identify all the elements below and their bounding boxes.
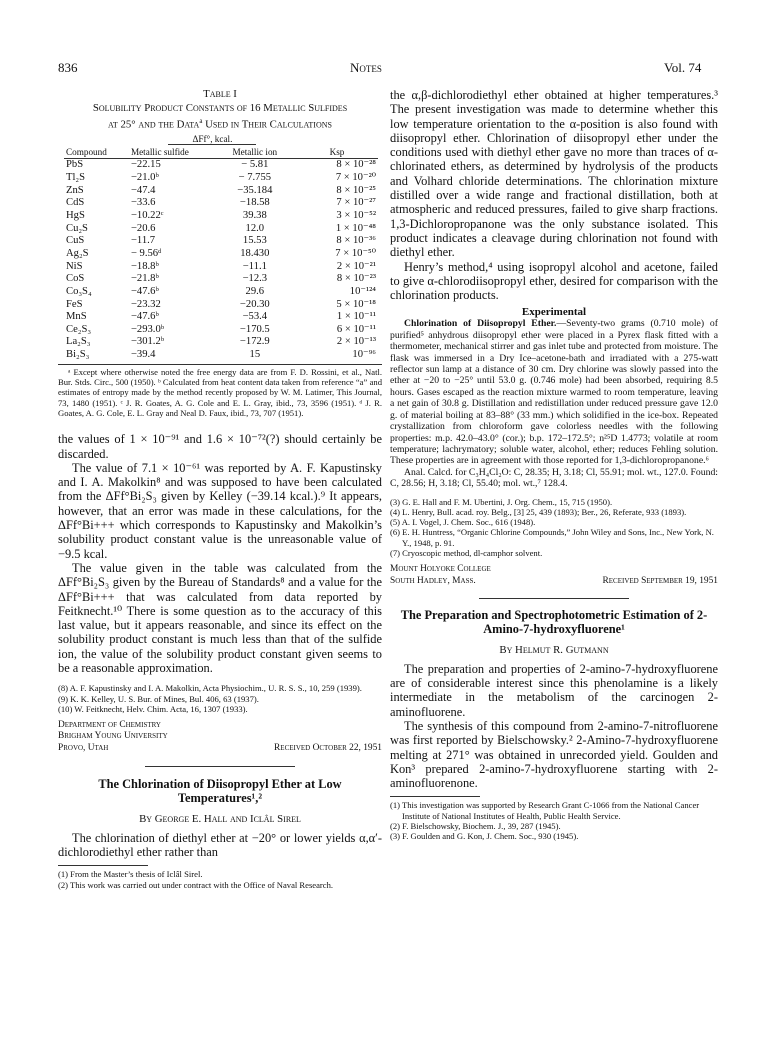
left-paragraph-1: the values of 1 × 10⁻⁹¹ and 1.6 × 10⁻⁷²(?) should certainly be discarded. bbox=[58, 432, 382, 461]
ref-10: (10) W. Feitknecht, Helv. Chim. Acta, 16, 1307 (1933). bbox=[58, 703, 248, 714]
cell-compound: Tl₂S bbox=[66, 171, 85, 183]
table-row bbox=[64, 248, 378, 261]
table-row bbox=[64, 210, 378, 223]
experimental-run-in: Chlorination of Diisopropyl Ether. bbox=[404, 318, 557, 330]
col-sulfide: Metallic sulfide bbox=[130, 146, 189, 157]
cell-compound: CoS bbox=[66, 273, 85, 285]
right-column bbox=[390, 88, 718, 842]
cell-ksp: 10⁻⁹⁶ bbox=[352, 349, 376, 361]
ref-7: (7) Cryoscopic method, dl-camphor solvent. bbox=[390, 548, 543, 559]
cell-ksp: 6 × 10⁻¹¹ bbox=[336, 323, 376, 335]
col-compound: Compound bbox=[66, 146, 107, 157]
table-label: Table I bbox=[203, 88, 237, 100]
cell-ksp: 8 × 10⁻²⁸ bbox=[336, 159, 376, 171]
cell-ion: 12.0 bbox=[245, 222, 265, 234]
cell-compound: ZnS bbox=[66, 184, 84, 196]
cell-compound: MnS bbox=[66, 311, 87, 323]
aff-r-line-2-row bbox=[390, 576, 718, 587]
table-footnotes: ᵃ Except where otherwise noted the free energy data are from F. D. Rossini, et al., Natl. Bur. Stds. Circ., 500 (1950). ᵇ Calculated from heat content data taken from reference “a” and estimates of entropy made by the method recently proposed by W. M. Latimer, This Journal, 73, 1480 (1951). ᶜ J. R. Goates, A. G. Cole and E. L. Gray, ibid., 73, 3596 (1951). ᵈ J. R. Goates, A. G. Cole, E. L. Gray and Neal D. Faux, ibid., 73, 707 (1951). bbox=[58, 366, 382, 418]
left-paragraph-2: The value of 7.1 × 10⁻⁶¹ was reported by A. F. Kapustinsky and I. A. Makolkin⁸ and was supposed to have been calculated from the ΔFf°Bi₂S₃ given by Kelley (−39.14 kcal.).⁹ It appears, however, that an error was made in these calculations, for the ΔFf°Bi+++ which corresponds to Kapustinsky and Makolkin’s solubility product constant value is the unreasonable value of −9.5 kcal. bbox=[58, 460, 382, 561]
footnote-rule bbox=[58, 865, 148, 866]
table-row bbox=[64, 311, 378, 324]
cell-ion: − 5.81 bbox=[241, 159, 269, 171]
table-body bbox=[64, 159, 378, 362]
received-date: Received October 22, 1951 bbox=[274, 742, 382, 753]
cell-ksp: 8 × 10⁻²⁵ bbox=[336, 184, 376, 196]
cell-sulfide: −11.7 bbox=[130, 235, 156, 247]
cell-ion: −53.4 bbox=[242, 311, 268, 323]
cell-sulfide: −293.0ᵇ bbox=[130, 323, 165, 335]
cell-ion: −170.5 bbox=[239, 323, 270, 335]
table-row bbox=[64, 349, 378, 362]
cell-ion: −35.184 bbox=[237, 184, 273, 196]
cell-ksp: 2 × 10⁻¹³ bbox=[336, 336, 376, 348]
left-column bbox=[58, 88, 382, 890]
cell-sulfide: −33.6 bbox=[130, 197, 156, 209]
ref-6: (6) E. H. Huntress, “Organic Chlorine Compounds,” John Wiley and Sons, Inc., New York, N. Y., 1948, p. 91. bbox=[390, 527, 714, 548]
cell-ion: −172.9 bbox=[239, 336, 270, 348]
cell-ion: − 7.755 bbox=[238, 171, 272, 183]
article2-title: The Chlorination of Diisopropyl Ether at Low Temperatures¹,² bbox=[98, 776, 342, 806]
ref-9: (9) K. K. Kelley, U. S. Bur. of Mines, Bul. 406, 63 (1937). bbox=[58, 693, 259, 704]
running-head: Notes bbox=[350, 60, 382, 75]
cell-compound: La₂S₃ bbox=[66, 336, 91, 348]
cell-sulfide: −21.0ᵇ bbox=[130, 171, 159, 183]
cell-sulfide: −39.4 bbox=[130, 349, 156, 361]
cell-ion: −12.3 bbox=[242, 273, 268, 285]
cell-sulfide: −23.32 bbox=[130, 298, 161, 310]
article3-footnote-3: (3) F. Goulden and G. Kon, J. Chem. Soc., 930 (1945). bbox=[390, 831, 579, 842]
cell-sulfide: −47.6ᵇ bbox=[130, 285, 159, 297]
experimental-body: —Seventy-two grams (0.710 mole) of purified⁵ anhydrous diisopropyl ether were placed in a Pyrex flask fitted with a thermometer, mechanical stirrer and gas inlet tube and protected from moisture. The flask was immersed in a Dry Ice–acetone-bath and irradiated with a 275-watt reflector sun lamp at a distance of 30 cm. Dry chlorine was slowly passed into the ether at −20 to −25° until 53.0 g. (0.746 mole) had been absorbed, requiring 8.5 hours. Gases escaped as the reaction mixture warmed to room temperature, leaving a net gain of 30.8 g. Distillation and redistillation under reduced pressure gave 12.0 g. of material boiling at 83–88° (33 mm.) which solidified in the ice-box. Repeated crystallization from chloroform gave colorless needles with the following properties: m.p. 42.0–43.0° (cor.); b.p. 172–172.5°; n²⁵D 1.4773; volatile at room temperature; lachrymatory; soluble water, alcohol, ether; reduces Fehling solution. These properties are in agreement with those reported for 1,3-dichloropropanone.⁶ bbox=[390, 318, 718, 467]
article3-paragraph-2: The synthesis of this compound from 2-amino-7-nitrofluorene was first reported by Bielschowsky.² 2-Amino-7-hydroxyfluorene melting at 271° was obtained in unrecorded yield. Goulden and Kon³ prepared 2-amino-7-hydroxyfluorene starting with 2-aminofluorenone. bbox=[390, 718, 718, 791]
cell-compound: NiS bbox=[66, 260, 83, 272]
article3-paragraph-1: The preparation and properties of 2-amino-7-hydroxyfluorene are of considerable interest since this phenolamine is a likely intermediate in the metabolism of the carcinogen 2-aminofluorene. bbox=[390, 661, 718, 719]
group-header bbox=[129, 133, 296, 146]
cell-sulfide: −18.8ᵇ bbox=[130, 260, 159, 272]
table-row bbox=[64, 273, 378, 286]
left-affiliation bbox=[58, 720, 382, 754]
table-header-row bbox=[64, 146, 378, 159]
cell-ion: 15 bbox=[249, 349, 261, 361]
experimental-heading: Experimental bbox=[521, 306, 587, 319]
cell-ksp: 10⁻¹²⁴ bbox=[349, 285, 376, 297]
table-row bbox=[64, 324, 378, 337]
article2-footnote-1: (1) From the Master’s thesis of Iclâl Sirel. bbox=[58, 869, 203, 880]
cell-ksp: 8 × 10⁻³⁶ bbox=[336, 235, 376, 247]
article3-footnote-2: (2) F. Bielschowsky, Biochem. J., 39, 287 (1945). bbox=[390, 821, 561, 831]
cell-ion: −20.30 bbox=[239, 298, 270, 310]
left-references bbox=[58, 683, 382, 714]
cell-ksp: 2 × 10⁻²¹ bbox=[336, 260, 376, 272]
cell-compound: FeS bbox=[66, 298, 83, 310]
experimental-text bbox=[390, 318, 718, 466]
cell-ksp: 3 × 10⁻⁵² bbox=[336, 209, 376, 221]
cell-sulfide: −47.6ᵇ bbox=[130, 311, 159, 323]
cell-compound: Ce₂S₃ bbox=[66, 323, 92, 335]
cell-sulfide: −10.22ᶜ bbox=[130, 209, 164, 221]
cell-ion: 18.430 bbox=[240, 247, 270, 259]
article3-title: The Preparation and Spectrophotometric Estimation of 2-Amino-7-hydroxyfluorene¹ bbox=[400, 607, 708, 637]
cell-compound: Cu₂S bbox=[66, 222, 88, 234]
cell-ksp: 8 × 10⁻²³ bbox=[336, 273, 376, 285]
cell-sulfide: −20.6 bbox=[130, 222, 156, 234]
right-affiliation bbox=[390, 564, 718, 586]
cell-compound: Ag₂S bbox=[66, 247, 89, 259]
cell-compound: CdS bbox=[66, 197, 85, 209]
article-divider-right bbox=[479, 598, 629, 599]
table-row bbox=[64, 223, 378, 236]
aff-r-line-1: Mount Holyoke College bbox=[390, 564, 491, 575]
table-bottom-rule bbox=[58, 364, 382, 365]
article3-byline: By Helmut R. Gutmann bbox=[499, 643, 609, 656]
group-header-text: ΔFf°, kcal. bbox=[168, 134, 256, 145]
cell-sulfide: −47.4 bbox=[130, 184, 156, 196]
cell-compound: Bi₂S₃ bbox=[66, 349, 90, 361]
article3-footnote-1: (1) This investigation was supported by Research Grant C-1066 from the National Cancer Institute of National Institutes of Health, Public Health Service. bbox=[390, 800, 700, 821]
cell-sulfide: −21.8ᵇ bbox=[130, 273, 159, 285]
col-ksp: Ksp bbox=[329, 146, 345, 157]
article2-body: The chlorination of diethyl ether at −20° or lower yields α,α′-dichlorodiethyl ether rather than bbox=[58, 830, 382, 860]
table-row bbox=[64, 261, 378, 274]
analysis-text: Anal. Calcd. for C₃H₄Cl₂O: C, 28.35; H, 3.18; Cl, 55.91; mol. wt., 127.0. Found: C, 28.56; H, 3.18; Cl, 55.40; mol. wt.,⁷ 128.4. bbox=[390, 466, 718, 490]
article-divider bbox=[145, 766, 295, 767]
caption-part: at 25° and the Data bbox=[108, 118, 200, 131]
received-date-right: Received September 19, 1951 bbox=[602, 575, 718, 586]
table-row bbox=[64, 235, 378, 248]
cell-compound: CuS bbox=[66, 235, 85, 247]
ref-8: (8) A. F. Kapustinsky and I. A. Makolkin, Acta Physiochim., U. R. S. S., 10, 259 (1939). bbox=[58, 683, 362, 694]
cell-ksp: 5 × 10⁻¹⁸ bbox=[336, 298, 376, 310]
cell-ion: 15.53 bbox=[242, 235, 267, 247]
table-row bbox=[64, 185, 378, 198]
cell-ksp: 7 × 10⁻²⁰ bbox=[335, 171, 376, 183]
left-paragraph-3: The value given in the table was calculated from the ΔFf°Bi₂S₃ given by the Bureau of Standards⁸ and a value for the ΔFf°Bi+++ that was calculated from data reported by Feitknecht.¹⁰ There is some question as to the accuracy of this last value, but it appears reasonable, and since its effect on the solubility product constant is much less than that of the sulfide ion, the value of the solubility product constant given seems to be a reasonable approximation. bbox=[58, 560, 382, 676]
cell-ion: −11.1 bbox=[242, 260, 267, 272]
cell-ksp: 7 × 10⁻²⁷ bbox=[336, 197, 376, 209]
volume-label: Vol. 74 bbox=[664, 60, 702, 75]
table-row bbox=[64, 197, 378, 210]
table-row bbox=[64, 336, 378, 349]
table-row bbox=[64, 286, 378, 299]
cell-ksp: 7 × 10⁻⁵⁰ bbox=[335, 247, 376, 259]
solubility-table bbox=[64, 133, 378, 362]
cell-compound: HgS bbox=[66, 209, 85, 221]
ref-3: (3) G. E. Hall and F. M. Ubertini, J. Org. Chem., 15, 715 (1950). bbox=[390, 496, 613, 507]
table-row bbox=[64, 172, 378, 185]
table-caption-line2 bbox=[58, 115, 382, 131]
col-ion: Metallic ion bbox=[232, 146, 278, 157]
aff-line-3: Provo, Utah bbox=[58, 742, 109, 753]
cell-ksp: 1 × 10⁻¹¹ bbox=[336, 311, 376, 323]
right-paragraph-1: the α,β-dichlorodiethyl ether obtained at higher temperatures.³ The present investigation was made to determine whether this low temperature orientation to the α-position is also found with diisopropyl ether. Chlorination of diisopropyl ether under the conditions used with diethyl ether gave no more than traces of α-chlorinated ethers, as determined by hydrolysis of the products and Volhard chloride determinations. The chlorination mixture distilled over a wide range and fractional distillation, both at atmospheric and reduced pressures, failed to give sharp fractions. 1,3-Dichloropropanone was the only substance isolated. This product indicates a cleavage during chlorination not found with diethyl ether. bbox=[390, 88, 718, 260]
right-paragraph-2: Henry’s method,⁴ using isopropyl alcohol and acetone, failed to give α-chlorodiisopropyl ether, desired for comparison with the chlorination products. bbox=[390, 259, 718, 303]
page-number: 836 bbox=[58, 60, 78, 75]
ref-4: (4) L. Henry, Bull. acad. roy. Belg., [3] 25, 439 (1893); Ber., 26, Referate, 933 (1893). bbox=[390, 506, 687, 517]
aff-line-2: Brigham Young University bbox=[58, 731, 168, 742]
cell-sulfide: − 9.56ᵈ bbox=[130, 247, 162, 259]
cell-compound: PbS bbox=[66, 159, 84, 171]
aff-line-3-row bbox=[58, 743, 382, 754]
cell-ion: −18.58 bbox=[239, 197, 270, 209]
cell-sulfide: −301.2ᵇ bbox=[130, 336, 165, 348]
table-group-header-row bbox=[64, 133, 378, 146]
table-caption-line1: Solubility Product Constants of 16 Metallic Sulfides bbox=[92, 101, 348, 114]
cell-sulfide: −22.15 bbox=[130, 159, 161, 171]
ref-5: (5) A. I. Vogel, J. Chem. Soc., 616 (1948). bbox=[390, 517, 536, 528]
aff-r-line-2: South Hadley, Mass. bbox=[390, 575, 476, 586]
article2-byline: By George E. Hall and Iclâl Sirel bbox=[139, 812, 301, 825]
caption-note-mark: a bbox=[199, 116, 203, 125]
cell-compound: Co₃S₄ bbox=[66, 285, 92, 297]
table-row bbox=[64, 299, 378, 312]
aff-line-1: Department of Chemistry bbox=[58, 720, 161, 731]
cell-ion: 29.6 bbox=[245, 285, 265, 297]
cell-ion: 39.38 bbox=[242, 209, 267, 221]
article2-footnote-2: (2) This work was carried out under contract with the Office of Naval Research. bbox=[58, 879, 334, 890]
cell-ksp: 1 × 10⁻⁴⁸ bbox=[335, 222, 376, 234]
right-references bbox=[390, 497, 718, 559]
caption-part-end: Used in Their Calculations bbox=[202, 118, 332, 131]
table-row bbox=[64, 159, 378, 172]
footnote-rule-right bbox=[390, 796, 480, 797]
